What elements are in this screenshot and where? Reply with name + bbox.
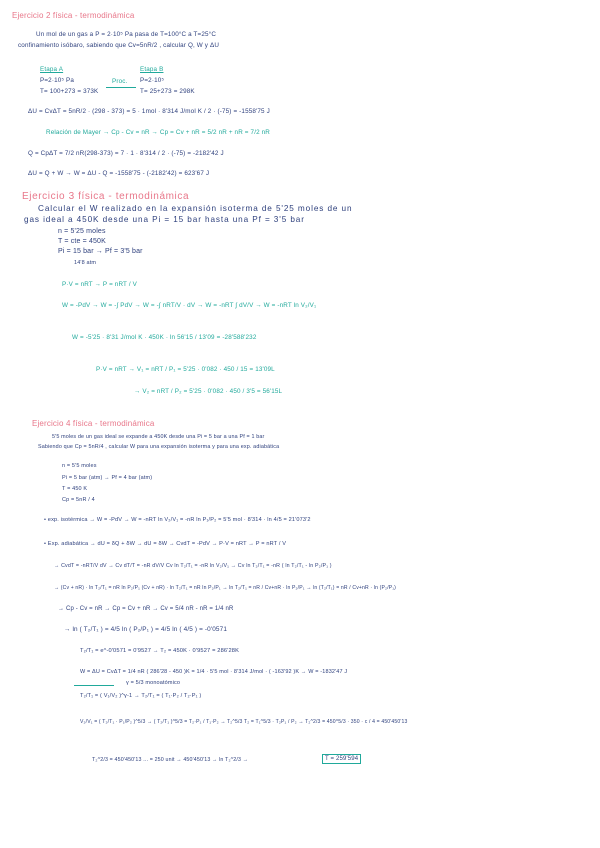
ex4-calc-1: → CvdT = -nRT/V dV → Cv dT/T = -nR dV/V Cv ln T₂/T₁ = -nR ln V₂/V₁ → Cv ln T₂/T₁ = -nR ( ln T₂/T₁ - ln P₂/P₁ ) bbox=[54, 563, 332, 569]
ex4-statement-1: 5'5 moles de un gas ideal se expande a 450K desde una Pi = 5 bar a una Pf = 1 bar bbox=[52, 434, 265, 440]
ex4-calc-4: → ln ( T₂/T₁ ) = 4/5 ln ( P₂/P₁ ) = 4/5 ln ( 4/5 ) = -0'0571 bbox=[64, 626, 228, 633]
ex3-line-2: W = -PdV → W = -∫ PdV → W = -∫ nRT/V · dV → W = -nRT ∫ dV/V → W = -nRT ln V₂/V₁ bbox=[62, 302, 317, 309]
ex4-statement-2: Sabiendo que Cp = 5nR/4 , calcular W para una expansión isoterma y para una exp. adiabática bbox=[38, 444, 280, 450]
ex2-mayer-line: Relación de Mayer → Cp - Cv = nR → Cp = Cv + nR = 5/2 nR + nR = 7/2 nR bbox=[46, 129, 270, 136]
ex2-stage-a: Etapa A bbox=[40, 66, 64, 73]
ex2-w-line: ΔU = Q + W → W = ΔU - Q = -1558'75 - (-2182'42) = 623'67 J bbox=[28, 170, 210, 177]
ex4-data-n: n = 5'5 moles bbox=[62, 463, 97, 469]
ex4-calc-5: T₂/T₁ = e^-0'0571 = 0'9527 → T₂ = 450K · 0'9527 = 286'28K bbox=[80, 648, 240, 654]
ex4-data-p: Pi = 5 bar (atm) → Pf = 4 bar (atm) bbox=[62, 475, 153, 481]
ex4-calc-9: V₂/V₁ = ( T₂/T₁ · P₁/P₂ )^5/3 → ( T₂/T₁ )^5/3 = T₂·P₁ / T₁·P₂ → T₂^5/3 T₂ = T₁^5/3 · T₂P₁ / P₂ → T₂^2/3 = 450^5/3 · 350 · c / 4 = 450'450'13 bbox=[80, 719, 408, 725]
ex3-statement-1: Calcular el W realizado en la expansión isoterma de 5'25 moles de un bbox=[38, 204, 353, 213]
ex2-du-line: ΔU = CvΔT = 5nR/2 · (298 - 373) = 5 · 1mol · 8'314 J/mol K / 2 · (-75) = -1558'75 J bbox=[28, 108, 270, 115]
ex2-t-a: T= 100+273 = 373K bbox=[40, 88, 99, 95]
ex4-calc-10: T₂^2/3 = 450'450'13 ... = 250 unit → 450'450'13 → ln T₂^2/3 → bbox=[92, 757, 249, 763]
ex3-statement-2: gas ideal a 450K desde una Pi = 15 bar hasta una Pf = 3'5 bar bbox=[24, 215, 305, 224]
ex2-arrow-label: Proc. bbox=[112, 78, 128, 85]
ex4-divider-line bbox=[74, 685, 114, 686]
ex3-line-5: → V₂ = nRT / P₂ = 5'25 · 0'082 · 450 / 3'5 = 56'15L bbox=[134, 388, 283, 395]
ex2-title: Ejercicio 2 física - termodinámica bbox=[12, 11, 135, 20]
ex3-title: Ejercicio 3 física - termodinámica bbox=[22, 191, 190, 202]
ex3-data-t: T = cte = 450K bbox=[58, 238, 106, 245]
ex4-calc-8: T₂/T₁ = ( V₁/V₂ )^γ-1 → T₂/T₁ = ( T₁·P₂ / T₂·P₁ ) bbox=[80, 693, 202, 699]
ex2-process-arrow bbox=[106, 87, 136, 88]
ex2-q-line: Q = CpΔT = 7/2 nR(298-373) = 7 · 1 · 8'314 / 2 · (-75) = -2182'42 J bbox=[28, 150, 224, 157]
ex4-data-t: T = 450 K bbox=[62, 486, 88, 492]
ex4-title: Ejercicio 4 física - termodinámica bbox=[32, 419, 155, 428]
ex2-stage-b: Etapa B bbox=[140, 66, 164, 73]
ex2-statement-1: Un mol de un gas a P = 2·10⁵ Pa pasa de T=100°C a T=25°C bbox=[36, 31, 217, 38]
ex3-data-n: n = 5'25 moles bbox=[58, 228, 106, 235]
ex3-data-atm: 14'8 atm bbox=[74, 260, 97, 266]
ex4-data-cp: Cp = 5nR / 4 bbox=[62, 497, 95, 503]
ex4-calc-6: W = ΔU = CvΔT = 1/4 nR ( 286'28 - 450 )K = 1/4 · 5'5 mol · 8'314 J/mol · ( -163'92 )K → W = -1832'47 J bbox=[80, 669, 348, 675]
ex4-calc-3: → Cp - Cv = nR → Cp = Cv + nR → Cv = 5/4 nR - nR = 1/4 nR bbox=[58, 606, 234, 612]
ex4-gamma: γ = 5/3 monoatómico bbox=[126, 680, 181, 686]
ex2-statement-2: confinamiento isóbaro, sabiendo que Cv=5nR/2 , calcular Q, W y ΔU bbox=[18, 42, 220, 49]
ex3-line-1: P·V = nRT → P = nRT / V bbox=[62, 281, 137, 288]
ex2-t-b: T= 25+273 = 298K bbox=[140, 88, 195, 95]
ex4-calc-2: → (Cv + nR) · ln T₂/T₁ = nR ln P₂/P₁ (Cv + nR) · ln T₂/T₁ = nR ln P₂/P₁ → ln T₂/T₁ = nR / Cv+nR · ln P₂/P₁ → ln (T₂/T₁) = nR / Cv+nR · ln (P₂/P₁) bbox=[54, 585, 397, 591]
ex3-line-3: W = -5'25 · 8'31 J/mol K · 450K · ln 56'15 / 13'09 = -28'588'232 bbox=[72, 334, 257, 341]
ex3-data-p: Pi = 15 bar → Pf = 3'5 bar bbox=[58, 248, 143, 255]
ex3-line-4: P·V = nRT → V₁ = nRT / P₁ = 5'25 · 0'082 · 450 / 15 = 13'09L bbox=[96, 366, 275, 373]
ex2-p-b: P=2·10⁵ bbox=[140, 77, 165, 84]
ex2-p-a: P=2·10⁵ Pa bbox=[40, 77, 75, 84]
ex4-iso-line: • exp. isotérmica → W = -PdV → W = -nRT ln V₂/V₁ = -nR ln P₁/P₂ = 5'5 mol · 8'314 · ln 4/5 = 21'073'2 bbox=[44, 517, 311, 523]
ex4-answer-box: T = 259'594 bbox=[322, 754, 361, 764]
ex4-adi-line: • Exp. adiabática → dU = δQ + δW → dU = δW → CvdT = -PdV → P·V = nRT → P = nRT / V bbox=[44, 541, 287, 547]
